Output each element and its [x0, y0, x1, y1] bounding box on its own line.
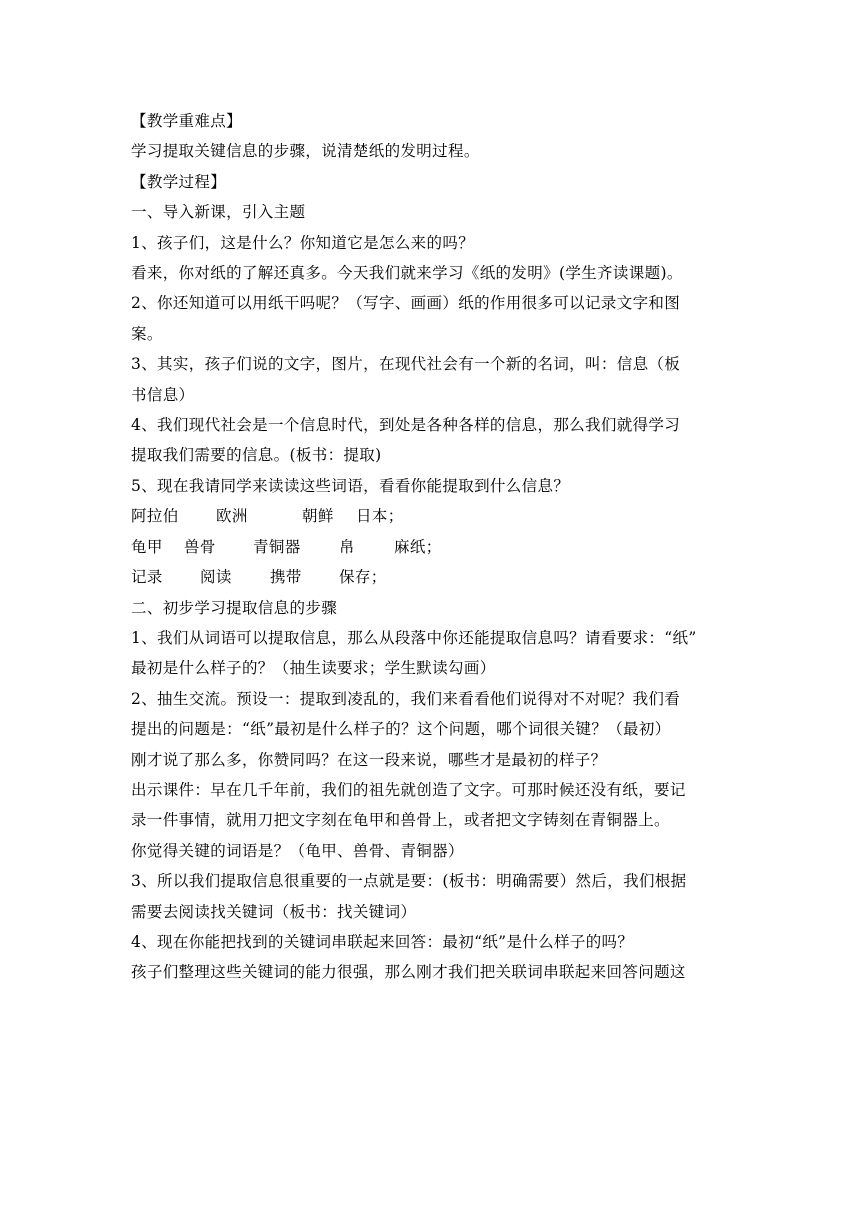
- paragraph-line: 提出的问题是：“纸”最初是什么样子的？这个问题，哪个词很关键？（最初）: [131, 720, 671, 739]
- section-heading-1: 一、导入新课，引入主题: [131, 203, 306, 222]
- paragraph-line: 5、现在我请同学来读读这些词语，看看你能提取到什么信息？: [131, 476, 570, 495]
- word: 携带: [270, 568, 302, 587]
- document-page: [131, 106, 735, 988]
- paragraph-line: 出示课件：早在几千年前，我们的祖先就创造了文字。可那时候还没有纸，要记: [131, 780, 686, 799]
- heading-process: 【教学过程】: [131, 172, 227, 191]
- word: 朝鲜: [302, 507, 334, 526]
- paragraph-line: 提取我们需要的信息。(板书：提取): [131, 446, 382, 465]
- paragraph-line: 3、其实，孩子们说的文字，图片，在现代社会有一个新的名词，叫：信息（板: [131, 355, 681, 374]
- paragraph-line: 刚才说了那么多，你赞同吗？在这一段来说，哪些才是最初的样子？: [131, 750, 607, 769]
- section-heading-2: 二、初步学习提取信息的步骤: [131, 598, 338, 617]
- word: 阿拉伯: [131, 507, 179, 526]
- word: 麻纸；: [394, 537, 442, 556]
- paragraph-line: 看来，你对纸的了解还真多。今天我们就来学习《纸的发明》(学生齐读课题)。: [131, 264, 683, 283]
- word: 日本；: [356, 507, 404, 526]
- word: 帛: [339, 537, 355, 556]
- paragraph-line: 4、现在你能把找到的关键词串联起来回答：最初“纸”是什么样子的吗？: [131, 932, 634, 951]
- word: 兽骨: [184, 537, 216, 556]
- word-row-materials: [131, 532, 735, 562]
- paragraph-line: 1、我们从词语可以提取信息，那么从段落中你还能提取信息吗？请看要求：“纸”: [131, 628, 697, 647]
- word-row-actions: [131, 562, 735, 592]
- paragraph-line: 3、所以我们提取信息很重要的一点就是要：(板书：明确需要）然后，我们根据: [131, 872, 687, 891]
- paragraph-line: 录一件事情，就用刀把文字刻在龟甲和兽骨上，或者把文字铸刻在青铜器上。: [131, 811, 670, 830]
- word: 欧洲: [216, 507, 248, 526]
- paragraph-line: 4、我们现代社会是一个信息时代，到处是各种各样的信息，那么我们就得学习: [131, 416, 681, 435]
- paragraph-line: 书信息）: [131, 385, 195, 404]
- word: 记录: [131, 568, 163, 587]
- word: 青铜器: [253, 537, 301, 556]
- word-row-places: [131, 501, 735, 531]
- heading-key-points: 【教学重难点】: [131, 112, 242, 130]
- paragraph-line: 2、抽生交流。预设一：提取到凌乱的，我们来看看他们说得对不对呢？我们看: [131, 689, 681, 708]
- paragraph-line: 最初是什么样子的？（抽生读要求；学生默读勾画）: [131, 659, 496, 678]
- word: 阅读: [200, 568, 232, 587]
- word: 保存；: [339, 568, 387, 587]
- paragraph-line: 2、你还知道可以用纸干吗呢？（写字、画画）纸的作用很多可以记录文字和图: [131, 294, 681, 313]
- paragraph-line: 你觉得关键的词语是？（龟甲、兽骨、青铜器）: [131, 841, 464, 860]
- word: 龟甲: [131, 537, 163, 556]
- paragraph-line: 1、孩子们，这是什么？你知道它是怎么来的吗？: [131, 233, 475, 252]
- paragraph-line: 孩子们整理这些关键词的能力很强，那么刚才我们把关联词串联起来回答问题这: [131, 963, 686, 982]
- paragraph-line: 案。: [131, 324, 163, 343]
- paragraph-line: 需要去阅读找关键词（板书：找关键词）: [131, 902, 417, 921]
- key-points-text: 学习提取关键信息的步骤，说清楚纸的发明过程。: [131, 142, 480, 161]
